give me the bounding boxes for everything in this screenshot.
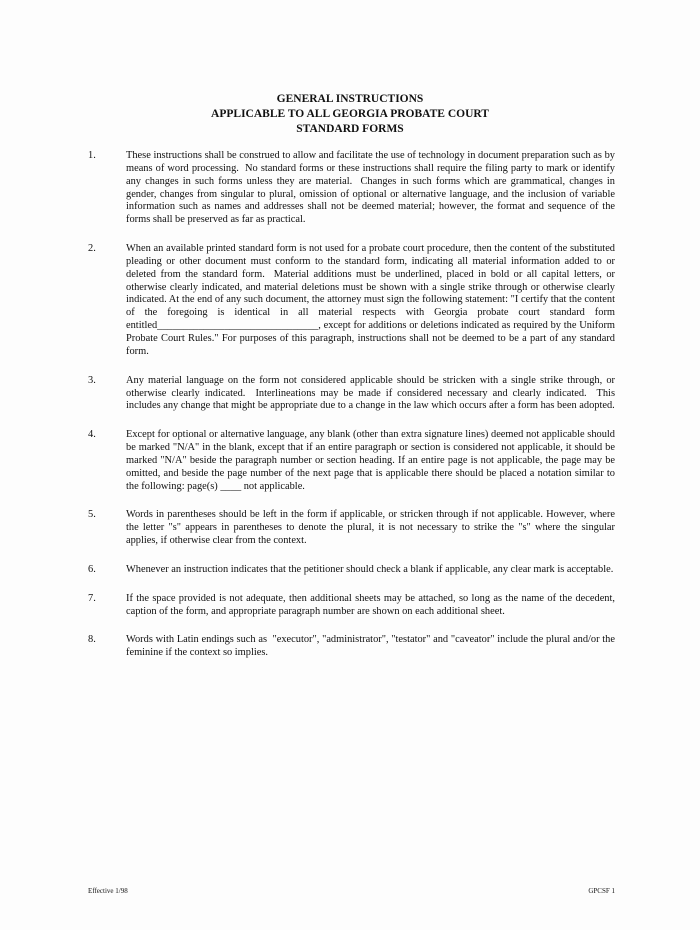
effective-date: Effective 1/98 bbox=[88, 887, 128, 895]
title-line-3: STANDARD FORMS bbox=[296, 123, 404, 135]
instruction-number: 1. bbox=[88, 150, 96, 161]
instruction-item bbox=[88, 429, 618, 493]
title-line-1: GENERAL INSTRUCTIONS bbox=[276, 93, 424, 105]
instruction-text: If the space provided is not adequate, then additional sheets may be attached, so long as the name of the decedent, caption of the form, and appropriate paragraph number are shown on each additional sheet. bbox=[126, 592, 618, 617]
instruction-item bbox=[88, 592, 618, 619]
instruction-text: When an available printed standard form is not used for a probate court procedure, then the content of the substituted pleading or other document must conform to the standard form, indicating all material information added to or deleted from the standard form. Material additions must be underlined, placed in bold or all capital letters, or otherwise clearly indicated, and material deletions must be shown with a single strike through or otherwise clearly indicated. At the end of any such document, the attorney must sign the following statement: "I certify that the content of the foregoing is identical in all material respects with Georgia probate court standard form entitled_______________________________, except for additions or deletions indicated as required by the Uniform Probate Court Rules." For purposes of this paragraph, instructions shall not be deemed to be a part of any standard form. bbox=[126, 243, 618, 357]
instruction-text: Words in parentheses should be left in the form if applicable, or stricken through if not applicable. However, where the letter "s" appears in parentheses to denote the plural, it is not necessary to strike the "s" where the singular applies, if otherwise clear from the context. bbox=[126, 509, 618, 547]
instruction-item bbox=[88, 634, 618, 660]
instruction-item bbox=[88, 374, 618, 414]
instruction-number: 3. bbox=[88, 374, 96, 386]
title-line-2: APPLICABLE TO ALL GEORGIA PROBATE COURT bbox=[211, 108, 489, 120]
instruction-text: Whenever an instruction indicates that the petitioner should check a blank if applicable, any clear mark is acceptable. bbox=[126, 563, 614, 575]
instruction-text: Words with Latin endings such as "executor", "administrator", "testator" and "caveator" include the plural and/or the feminine if the context so implies. bbox=[126, 634, 618, 659]
instruction-item bbox=[88, 243, 618, 359]
instruction-item bbox=[88, 150, 618, 227]
instruction-list bbox=[88, 150, 618, 676]
document-title bbox=[0, 92, 700, 137]
instruction-text: Except for optional or alternative language, any blank (other than extra signature lines) deemed not applicable should be marked "N/A" in the blank, except that if an entire paragraph or section is considered not applicable, it should be marked "N/A" beside the paragraph number or section heading. If an entire page is not applicable, the page may be omitted, and beside the page number of the next page that is applicable there should be placed a notation similar to the following: page(s) ____ not applicable. bbox=[126, 429, 618, 492]
instruction-text: These instructions shall be construed to allow and facilitate the use of technology in document preparation such as by means of word processing. No standard forms or these instructions shall require the filing party to mark or identify any changes in such forms unless they are material. Changes in such forms which are grammatical, changes in gender, changes from singular to plural, omission of optional or alternative language, and the inclusion of variable information such as names and addresses shall not be deemed material; however, the format and sequence of the forms shall be preserved as far as practical. bbox=[126, 150, 618, 226]
instruction-item bbox=[88, 509, 618, 548]
instruction-text: Any material language on the form not considered applicable should be stricken with a single strike through, or otherwise clearly indicated. Interlineations may be made if considered necessary and clearly indicated. This includes any change that might be appropriate due to a change in the law which occurs after a form has been adopted. bbox=[126, 374, 618, 412]
instruction-item bbox=[88, 564, 615, 577]
instruction-number: 2. bbox=[88, 243, 96, 255]
instruction-number: 6. bbox=[88, 563, 96, 575]
form-code: GPCSF 1 bbox=[588, 887, 615, 895]
instruction-number: 4. bbox=[88, 429, 96, 441]
instruction-number: 8. bbox=[88, 634, 96, 646]
instruction-number: 5. bbox=[88, 509, 96, 521]
instruction-number: 7. bbox=[88, 592, 96, 604]
page-footer bbox=[88, 887, 615, 896]
